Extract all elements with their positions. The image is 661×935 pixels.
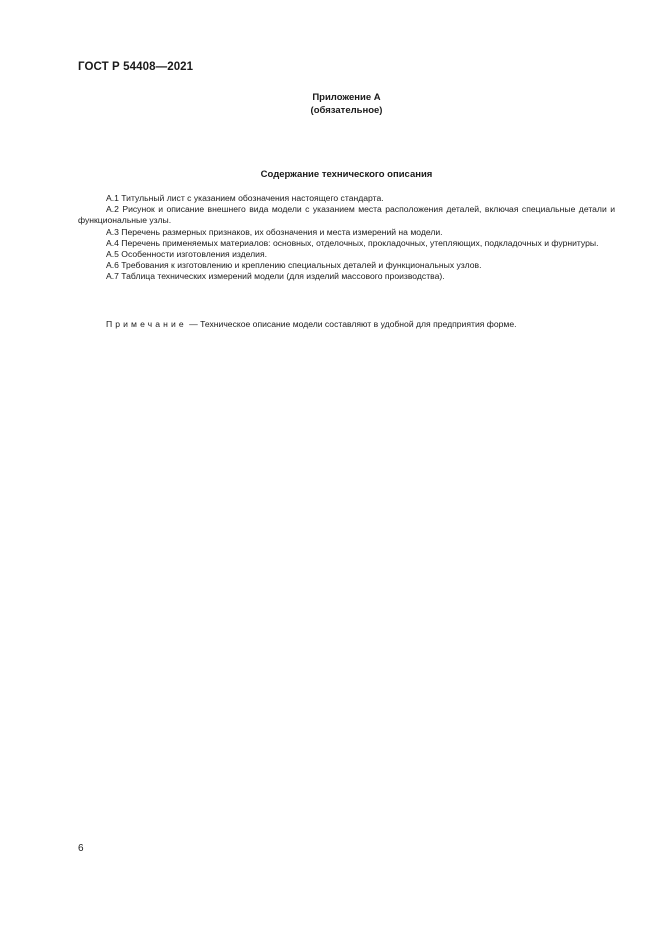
list-item: А.5 Особенности изготовления изделия. [106,249,268,260]
list-item: А.2 Рисунок и описание внешнего вида модели с указанием места расположения деталей, включая специальные детали и функциональные узлы. [78,204,615,226]
section-title [0,169,661,180]
appendix-title: Приложение А [312,92,381,103]
document-standard-code: ГОСТ Р 54408—2021 [78,61,194,73]
list-item: А.4 Перечень применяемых материалов: основных, отделочных, прокладочных, утепляющих, подкладочных и фурнитуры. [106,237,599,248]
note-label: Примечание [106,319,187,329]
section-title-text: Содержание технического описания [260,169,433,180]
page-number: 6 [78,843,84,854]
note-text: Техническое описание модели составляют в удобной для предприятия форме. [200,319,517,329]
note-separator: — [186,319,201,329]
appendix-status: (обязательное) [310,105,383,116]
list-item: А.7 Таблица технических измерений модели (для изделий массового производства). [106,271,445,282]
note [106,319,517,329]
section-content [78,193,615,283]
list-item: А.1 Титульный лист с указанием обозначения настоящего стандарта. [106,193,384,203]
appendix-heading [0,91,661,117]
list-item: А.3 Перечень размерных признаков, их обозначения и места измерений на модели. [106,226,443,237]
list-item: А.6 Требования к изготовлению и креплению специальных деталей и функциональных узлов. [106,260,482,271]
